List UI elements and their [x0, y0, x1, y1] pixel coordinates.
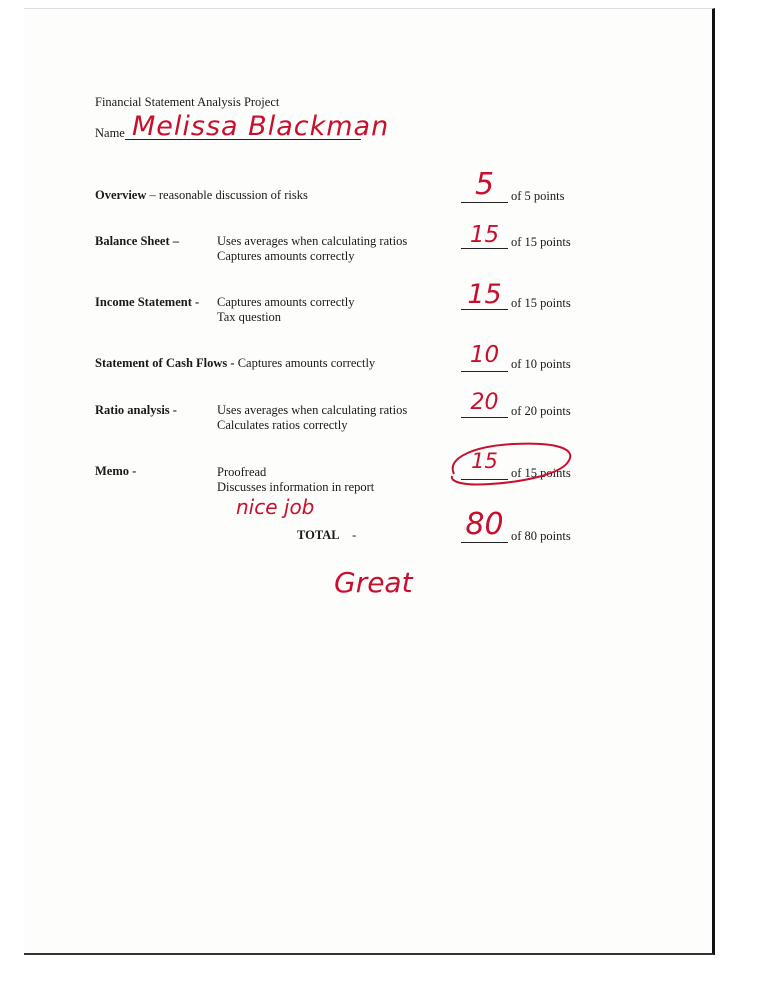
score-circle-mark — [444, 436, 584, 496]
overview-row — [95, 188, 308, 203]
document-title: Financial Statement Analysis Project — [95, 95, 280, 109]
total-label: TOTAL — [297, 528, 340, 542]
income-statement-criterion-1: Captures amounts correctly — [217, 295, 355, 309]
overview-separator: – — [146, 188, 159, 202]
total-row — [297, 528, 356, 543]
income-statement-criterion-2: Tax question — [217, 310, 282, 324]
balance-sheet-score: 15 — [469, 222, 500, 248]
income-statement-score: 15 — [467, 279, 502, 310]
overview-criteria: reasonable discussion of risks — [158, 188, 308, 202]
total-points: of 80 points — [511, 529, 571, 543]
ratio-analysis-points: of 20 points — [511, 404, 571, 418]
document-page — [24, 8, 715, 955]
memo-criterion-2: Discusses information in report — [217, 480, 375, 494]
ratio-analysis-criterion-2: Calculates ratios correctly — [217, 418, 348, 432]
comment-handwritten: Great — [334, 566, 413, 599]
ratio-analysis-criterion-1: Uses averages when calculating ratios — [217, 403, 408, 417]
cash-flows-row — [95, 356, 375, 371]
score-line-ratio-analysis — [461, 417, 508, 418]
balance-sheet-criterion-1: Uses averages when calculating ratios — [217, 234, 408, 248]
name-label: Name — [95, 126, 125, 140]
memo-score: 15 — [471, 449, 498, 473]
overview-score: 5 — [474, 167, 495, 202]
score-line-total — [461, 542, 508, 543]
score-line-balance-sheet — [461, 248, 508, 249]
ratio-analysis-label: Ratio analysis - — [95, 403, 177, 417]
balance-sheet-label: Balance Sheet – — [95, 234, 180, 248]
income-statement-label: Income Statement - — [95, 295, 200, 309]
memo-points: of 15 points — [511, 466, 571, 480]
ratio-analysis-score: 20 — [470, 390, 499, 415]
cash-flows-points: of 10 points — [511, 357, 571, 371]
score-line-overview — [461, 202, 508, 203]
memo-criterion-1: Proofread — [217, 465, 267, 479]
balance-sheet-criterion-2: Captures amounts correctly — [217, 249, 355, 263]
income-statement-points: of 15 points — [511, 296, 571, 310]
overview-label: Overview — [95, 188, 147, 202]
memo-note-handwritten: nice job — [236, 495, 315, 519]
total-dash: - — [352, 528, 357, 542]
score-line-cash-flows — [461, 371, 508, 372]
total-score: 80 — [465, 507, 504, 542]
overview-points: of 5 points — [511, 189, 565, 203]
cash-flows-score: 10 — [469, 342, 500, 368]
memo-label: Memo - — [95, 464, 137, 478]
cash-flows-label: Statement of Cash Flows - — [95, 356, 235, 370]
balance-sheet-points: of 15 points — [511, 235, 571, 249]
cash-flows-criterion-1: Captures amounts correctly — [237, 356, 376, 370]
student-name: Melissa Blackman — [132, 111, 390, 142]
